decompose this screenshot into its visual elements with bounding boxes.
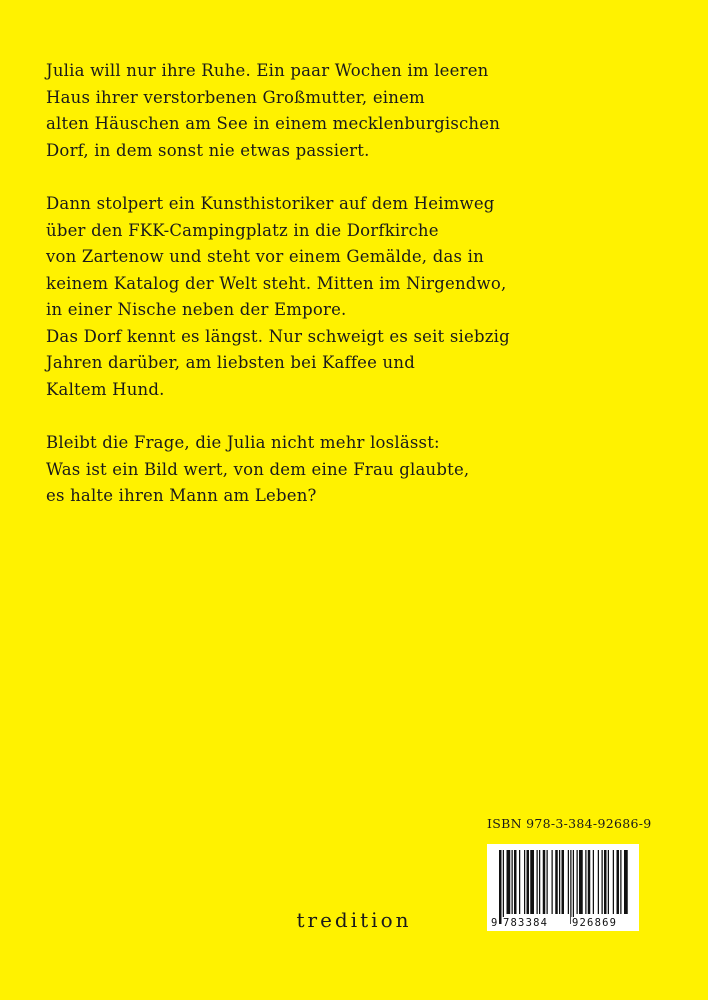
barcode-bar <box>524 850 525 914</box>
blurb-line: alten Häuschen am See in einem mecklenburgischen <box>46 114 501 133</box>
barcode-bar <box>547 850 548 914</box>
barcode-bar <box>604 850 607 914</box>
barcode-bar <box>602 850 603 914</box>
barcode-digits-left: 783384 <box>503 917 549 929</box>
barcode-bar <box>537 850 538 914</box>
barcode-bar <box>617 850 620 914</box>
blurb-paragraph-2 <box>46 191 666 403</box>
barcode-bar <box>507 850 511 914</box>
barcode-bar <box>552 850 553 914</box>
blurb-line: keinem Katalog der Welt steht. Mitten im Nirgendwo, <box>46 273 507 293</box>
barcode-bar <box>598 850 599 914</box>
barcode-bar <box>527 850 530 914</box>
barcode-bar <box>530 850 534 914</box>
barcode-bar <box>593 850 594 914</box>
barcode-bar <box>620 850 621 914</box>
blurb-line: Was ist ein Bild wert, von dem eine Frau glaubte, <box>46 459 470 479</box>
barcode-bar <box>577 850 578 914</box>
barcode-bar <box>519 850 520 914</box>
barcode-bar <box>624 850 628 914</box>
blurb-paragraph-3 <box>46 430 666 510</box>
isbn-text: ISBN 978-3-384-92686-9 <box>487 816 652 831</box>
blurb-line: über den FKK-Campingplatz in die Dorfkirche <box>46 220 439 240</box>
barcode-bar <box>539 850 540 914</box>
barcode-bar <box>613 850 614 914</box>
blurb-line: Kaltem Hund. <box>46 379 165 399</box>
back-cover-blurb <box>46 58 666 537</box>
blurb-line: in einer Nische neben der Empore. <box>46 300 347 319</box>
blurb-paragraph-1 <box>46 58 666 164</box>
blurb-line: Bleibt die Frage, die Julia nicht mehr loslässt: <box>46 433 440 452</box>
barcode-bar <box>514 850 517 914</box>
blurb-line: Das Dorf kennt es längst. Nur schweigt es seit siebzig <box>46 326 510 346</box>
barcode-bar <box>543 850 546 914</box>
blurb-line: von Zartenow und steht vor einem Gemälde, das in <box>46 247 484 266</box>
blurb-line: Dann stolpert ein Kunsthistoriker auf dem Heimweg <box>46 194 495 213</box>
barcode-bar <box>588 850 591 914</box>
barcode-bar <box>559 850 560 914</box>
barcode-bar <box>568 850 569 914</box>
barcode-bar <box>608 850 609 914</box>
barcode-bar <box>562 850 565 914</box>
barcode-bar <box>585 850 586 914</box>
blurb-line: es halte ihren Mann am Leben? <box>46 486 317 505</box>
barcode-digits-right: 926869 <box>572 917 618 929</box>
barcode-bar <box>555 850 558 914</box>
blurb-line: Dorf, in dem sonst nie etwas passiert. <box>46 140 370 160</box>
publisher-name: tredition <box>296 908 412 932</box>
barcode-bar <box>579 850 583 914</box>
blurb-line: Julia will nur ihre Ruhe. Ein paar Wochen im leeren <box>46 61 489 80</box>
blurb-line: Haus ihrer verstorbenen Großmutter, einem <box>46 87 425 107</box>
barcode-digit-first: 9 <box>491 917 498 929</box>
blurb-line: Jahren darüber, am liebsten bei Kaffee und <box>46 353 415 372</box>
barcode-bar <box>512 850 513 914</box>
